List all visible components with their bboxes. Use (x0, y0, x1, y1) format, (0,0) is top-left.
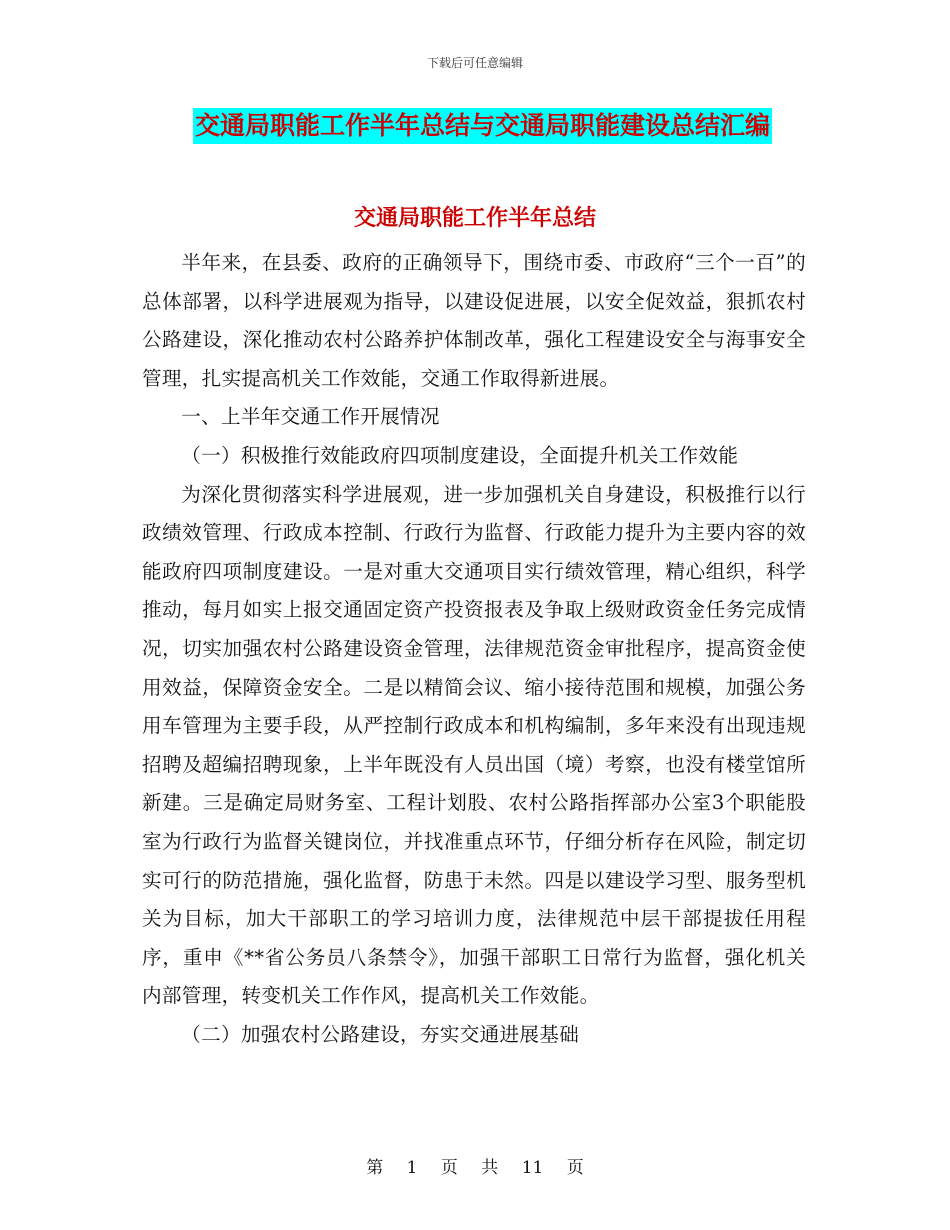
paragraph-efficiency: 为深化贯彻落实科学进展观，进一步加强机关自身建设，积极推行以行政绩效管理、行政成本控制、行政行为监督、行政能力提升为主要内容的效能政府四项制度建设。一是对重大交通项目实行绩效管理，精心组织，科学推动，每月如实上报交通固定资产投资报表及争取上级财政资金任务完成情况，切实加强农村公路建设资金管理，法律规范资金审批程序，提高资金使用效益，保障资金安全。二是以精简会议、缩小接待范围和规模，加强公务用车管理为主要手段，从严控制行政成本和机构编制，多年来没有出现违规招聘及超编招聘现象，上半年既没有人员出国（境）考察，也没有楼堂馆所新建。三是确定局财务室、工程计划股、农村公路指挥部办公室3个职能股室为行政行为监督关键岗位，并找准重点环节，仔细分析存在风险，制定切实可行的防范措施，强化监督，防患于未然。四是以建设学习型、服务型机关为目标，加大干部职工的学习培训力度，法律规范中层干部提拔任用程序，重申《**省公务员八条禁令》，加强干部职工日常行为监督，强化机关内部管理，转变机关工作作风，提高机关工作效能。 (142, 482, 806, 1008)
main-title: 交通局职能工作半年总结与交通局职能建设总结汇编 (193, 108, 772, 144)
footer-prefix: 第 (366, 1158, 384, 1178)
document-body (142, 244, 806, 1054)
footer-page-label: 页 (440, 1158, 458, 1178)
footer-total-pages: 11 (521, 1158, 544, 1178)
header-note: 下载后可任意编辑 (426, 56, 523, 70)
subheading-two: （二）加强农村公路建设，夯实交通进展基础 (181, 1022, 580, 1046)
subheading-one: （一）积极推行效能政府四项制度建设，全面提升机关工作效能 (181, 443, 739, 467)
paragraph-intro: 半年来，在县委、政府的正确领导下，围绕市委、市政府“三个一百”的总体部署，以科学进展观为指导，以建设促进展，以安全促效益，狠抓农村公路建设，深化推动农村公路养护体制改革，强化工程建设安全与海事安全管理，扎实提高机关工作效能，交通工作取得新进展。 (142, 251, 806, 390)
footer-total-label: 共 (481, 1158, 499, 1178)
page-footer (0, 1153, 950, 1178)
heading-part-one: 一、上半年交通工作开展情况 (181, 405, 440, 429)
footer-page-number: 1 (406, 1158, 418, 1178)
section-title: 交通局职能工作半年总结 (353, 205, 596, 231)
footer-suffix: 页 (566, 1158, 584, 1178)
